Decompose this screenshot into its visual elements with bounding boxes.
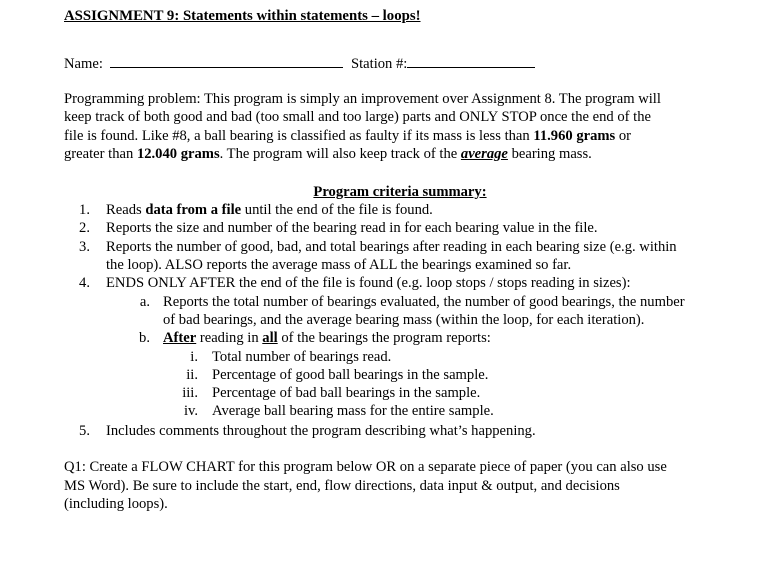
text-span: of the bearings the program reports:: [277, 330, 491, 346]
all-emphasis: all: [262, 330, 278, 346]
question-line-3: (including loops).: [64, 496, 168, 512]
list-letter: b.: [139, 330, 150, 346]
text-span: Reads: [106, 202, 146, 218]
question-line-1: Q1: Create a FLOW CHART for this program below OR on a separate piece of paper (you can also use: [64, 459, 667, 475]
text-span: file is found. Like #8, a ball bearing is classified as faulty if its mass is less than: [64, 128, 534, 144]
criteria-item-5: Includes comments throughout the program describing what’s happening.: [106, 423, 536, 439]
list-number: 5.: [79, 423, 90, 439]
question-line-2: MS Word). Be sure to include the start, end, flow directions, data input & output, and decisions: [64, 478, 620, 494]
name-blank[interactable]: [110, 54, 343, 68]
name-field[interactable]: [64, 54, 343, 73]
list-roman: i.: [190, 349, 198, 365]
station-blank[interactable]: [407, 54, 535, 68]
list-number: 1.: [79, 202, 90, 218]
list-letter: a.: [139, 294, 150, 310]
criteria-item-4a-cont: of bad bearings, and the average bearing mass (within the loop, for each iteration).: [163, 312, 645, 328]
problem-line-2: keep track of both good and bad (too small and too large) parts and ONLY STOP once the end of the: [64, 109, 652, 125]
max-mass-value: 12.040 grams: [136, 146, 220, 162]
report-item-i: Total number of bearings read.: [212, 349, 392, 365]
report-item-iv: Average ball bearing mass for the entire sample.: [212, 403, 494, 419]
criteria-heading: Program criteria summary:: [313, 184, 487, 200]
list-number: 2.: [79, 220, 90, 236]
text-span: or: [615, 128, 632, 144]
criteria-item-4a: Reports the total number of bearings evaluated, the number of good bearings, the number: [163, 294, 685, 310]
criteria-item-4b: [163, 329, 491, 347]
criteria-item-2: Reports the size and number of the bearing read in for each bearing value in the file.: [106, 220, 598, 236]
list-roman: iv.: [183, 403, 198, 419]
min-mass-value: 11.960 grams: [533, 128, 616, 144]
text-span: . The program will also keep track of the: [219, 146, 461, 162]
after-emphasis: After: [163, 330, 197, 346]
assignment-title: ASSIGNMENT 9: Statements within statements – loops!: [64, 8, 421, 24]
list-number: 4.: [79, 275, 90, 291]
problem-line-4: [64, 145, 744, 163]
text-span: data from a file: [145, 202, 242, 218]
text-span: greater than: [64, 146, 137, 162]
text-span: until the end of the file is found.: [241, 202, 433, 218]
list-roman: iii.: [182, 385, 198, 401]
problem-line-3: [64, 127, 744, 145]
criteria-item-1: [106, 201, 433, 219]
station-label: Station #:: [351, 56, 408, 72]
average-emphasis: average: [460, 146, 508, 162]
criteria-item-4: ENDS ONLY AFTER the end of the file is found (e.g. loop stops / stops reading in sizes):: [106, 275, 631, 291]
report-item-ii: Percentage of good ball bearings in the sample.: [212, 367, 489, 383]
criteria-item-3-cont: the loop). ALSO reports the average mass of ALL the bearings examined so far.: [106, 257, 572, 273]
criteria-item-3: Reports the number of good, bad, and total bearings after reading in each bearing size (e.g. within: [106, 239, 677, 255]
station-field[interactable]: [351, 54, 535, 73]
list-roman: ii.: [186, 367, 198, 383]
report-item-iii: Percentage of bad ball bearings in the sample.: [212, 385, 481, 401]
name-label: Name:: [64, 56, 103, 72]
problem-line-1: Programming problem: This program is simply an improvement over Assignment 8. The program will: [64, 91, 661, 107]
list-number: 3.: [79, 239, 90, 255]
text-span: reading in: [196, 330, 263, 346]
text-span: bearing mass.: [507, 146, 592, 162]
